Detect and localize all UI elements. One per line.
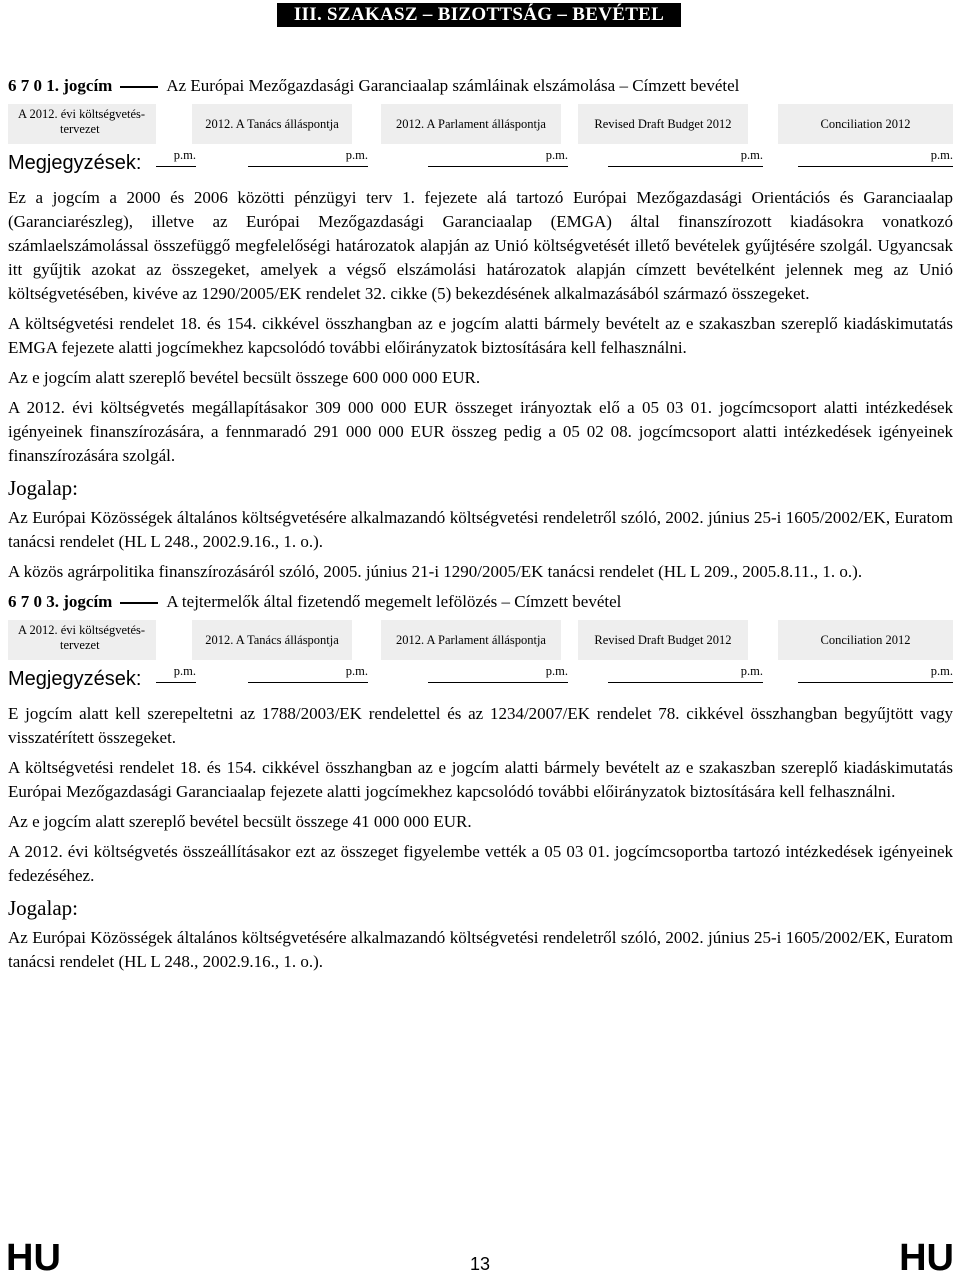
budget-col-revised: Revised Draft Budget 2012 (578, 104, 748, 144)
section2-paragraph: Az e jogcím alatt szereplő bevétel becsült összege 41 000 000 EUR. (8, 812, 472, 831)
footer-language-right: HU (899, 1237, 954, 1279)
budget-col-conciliation: Conciliation 2012 (778, 620, 953, 660)
section2-legal-paragraph: Az Európai Közösségek általános költségvetésére alkalmazandó költségvetési rendeletről szóló, 2002. június 25-i 1605/2002/EK, Euratom tanácsi rendelet (HL L 248., 2002.9.16., 1. o.). (8, 928, 953, 971)
section1-paragraph: Ez a jogcím a 2000 és 2006 közötti pénzügyi terv 1. fejezete alá tartozó Európai Mezőgazdasági Orientációs és Garanciaalap (Garanciarészleg), illetve az Európai Mezőgazdasági Garanciaalap (EMGA) által finanszírozott kiadásokra vonatkozó számlaelszámolással összefüggő megfelelőségi határozatok alapján az Unió költségvetését illető bevételek gyűjtésére szolgál. Ugyancsak itt gyűjtik azokat az összegeket, amelyek a végső elszámolási határozatok alapján címzett bevételként jelennek meg az Unió költségvetésében, kivéve az 1290/2005/EK rendelet 32. cikke (5) bekezdésének alkalmazásából származó összegeket. (8, 188, 953, 303)
budget-cap-line1: A 2012. évi költségvetés- (18, 623, 146, 637)
section2-title (8, 590, 953, 614)
budget-col-council: 2012. A Tanács álláspontja (192, 620, 352, 660)
budget-pm-council: p.m. (248, 144, 368, 167)
section2-title-text: A tejtermelők által fizetendő megemelt lefölözés – Címzett bevétel (166, 592, 622, 611)
document-body (8, 74, 953, 980)
page-number: 13 (469, 1254, 491, 1274)
budget-cap-cell (8, 104, 156, 144)
section2-word: jogcím (63, 592, 113, 611)
budget-cap-cell (8, 620, 156, 660)
section1-remarks-heading: Megjegyzések: (8, 152, 142, 174)
title-dash (120, 86, 158, 88)
budget-pm-conciliation: p.m. (798, 144, 953, 167)
budget-cap-line2: tervezet (60, 638, 100, 652)
section1-legal-paragraph: A közös agrárpolitika finanszírozásáról szóló, 2005. június 21-i 1290/2005/EK tanácsi rendelet (HL L 209., 2005.8.11., 1. o.). (8, 562, 863, 581)
section2-number: 6 7 0 3. (8, 592, 59, 611)
budget-table (8, 104, 953, 166)
budget-col-conciliation: Conciliation 2012 (778, 104, 953, 144)
budget-col-parliament: 2012. A Parlament álláspontja (381, 620, 561, 660)
section1-paragraph: A 2012. évi költségvetés megállapításakor 309 000 000 EUR összeget irányoztak elő a 05 03 01. jogcímcsoport alatti intézkedések igényeinek finanszírozására, a fennmaradó 291 000 000 EUR összeg pedig a 05 02 08. jogcímcsoport alatti intézkedések igényeinek finanszírozására szolgál. (8, 398, 953, 465)
section2-paragraph: A 2012. évi költségvetés összeállításakor ezt az összeget figyelembe vették a 05 03 01. jogcímcsoportba tartozó intézkedések igényeinek fedezéséhez. (8, 842, 953, 885)
section1-title (8, 74, 953, 98)
footer-language-left: HU (6, 1237, 61, 1279)
section1-paragraph: Az e jogcím alatt szereplő bevétel becsült összege 600 000 000 EUR. (8, 368, 481, 387)
section2-paragraph: A költségvetési rendelet 18. és 154. cikkével összhangban az e jogcím alatti bármely bevételt az e szakaszban szereplő kiadáskimutatás Európai Mezőgazdasági Garanciaalap fejezete alatti jogcímekhez kapcsolódó további előirányzatok biztosítására kell felhasználni. (8, 758, 953, 801)
budget-col-council: 2012. A Tanács álláspontja (192, 104, 352, 144)
section1-number: 6 7 0 1. (8, 76, 59, 95)
section2-remarks-heading: Megjegyzések: (8, 668, 142, 690)
section2-paragraph: E jogcím alatt kell szerepeltetni az 1788/2003/EK rendelettel és az 1234/2007/EK rendelet 78. cikkével összhangban begyűjtött vagy visszatérített összegeket. (8, 704, 953, 747)
section1-word: jogcím (63, 76, 113, 95)
budget-cap-line2: tervezet (60, 122, 100, 136)
budget-pm-council: p.m. (248, 660, 368, 683)
budget-pm-conciliation: p.m. (798, 660, 953, 683)
budget-pm-draft: p.m. (156, 660, 196, 683)
section1-legal-heading: Jogalap: (8, 476, 78, 500)
section2-legal-heading: Jogalap: (8, 896, 78, 920)
budget-pm-revised: p.m. (608, 660, 763, 683)
budget-col-parliament: 2012. A Parlament álláspontja (381, 104, 561, 144)
budget-col-revised: Revised Draft Budget 2012 (578, 620, 748, 660)
section1-paragraph: A költségvetési rendelet 18. és 154. cikkével összhangban az e jogcím alatti bármely bevételt az e szakaszban szereplő kiadáskimutatás EMGA fejezete alatti jogcímekhez kapcsolódó további előirányzatok biztosítására kell felhasználni. (8, 314, 953, 357)
section1-legal-paragraph: Az Európai Közösségek általános költségvetésére alkalmazandó költségvetési rendeletről szóló, 2002. június 25-i 1605/2002/EK, Euratom tanácsi rendelet (HL L 248., 2002.9.16., 1. o.). (8, 508, 953, 551)
title-dash (120, 602, 158, 604)
budget-pm-revised: p.m. (608, 144, 763, 167)
budget-pm-draft: p.m. (156, 144, 196, 167)
budget-cap-line1: A 2012. évi költségvetés- (18, 107, 146, 121)
section1-title-text: Az Európai Mezőgazdasági Garanciaalap számláinak elszámolása – Címzett bevétel (166, 76, 740, 95)
budget-pm-parliament: p.m. (428, 144, 568, 167)
budget-pm-parliament: p.m. (428, 660, 568, 683)
section-header: III. SZAKASZ – BIZOTTSÁG – BEVÉTEL (277, 3, 681, 27)
budget-table (8, 620, 953, 682)
